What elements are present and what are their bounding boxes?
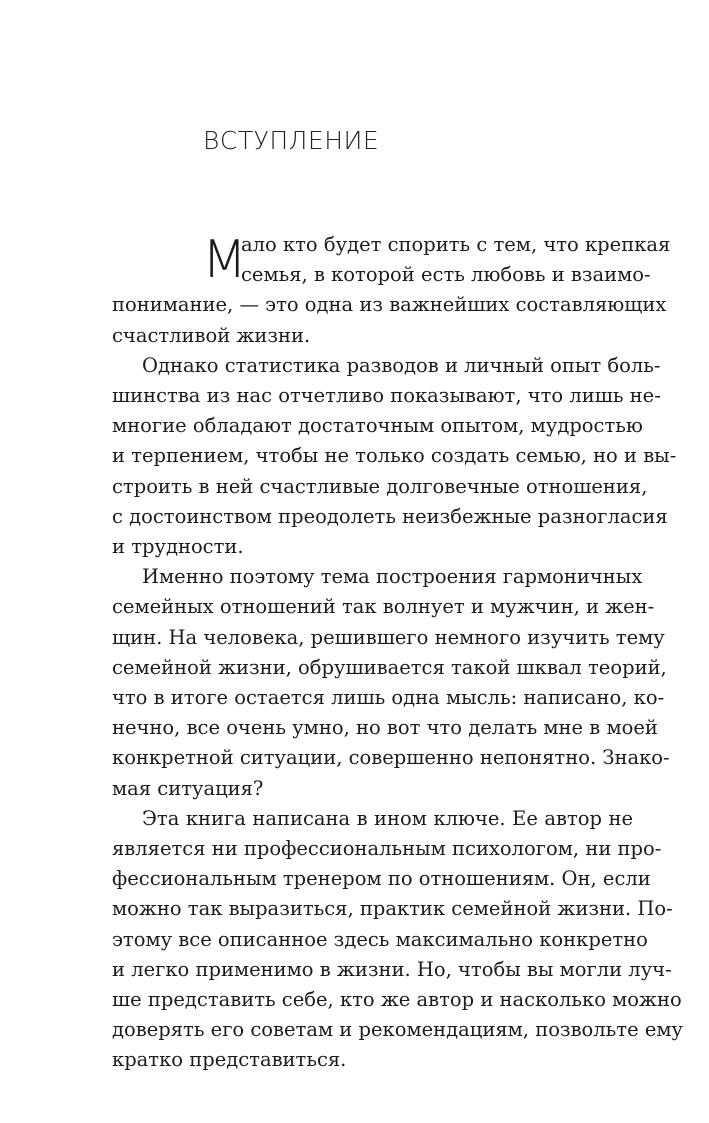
body-text xyxy=(112,230,683,1076)
text-line: можно так выразиться, практик семейной жизни. По- xyxy=(112,897,673,921)
text-line: многие обладают достаточным опытом, мудростью xyxy=(112,414,643,438)
paragraph xyxy=(112,804,683,1076)
text-line: что в итоге остается лишь одна мысль: написано, ко- xyxy=(112,686,665,710)
chapter-title: ВСТУПЛЕНИЕ xyxy=(203,126,380,155)
text-line: щин. На человека, решившего немного изучить тему xyxy=(112,625,665,649)
text-line: и терпением, чтобы не только создать семью, но и вы- xyxy=(112,444,677,468)
text-line: нечно, все очень умно, но вот что делать мне в моей xyxy=(112,716,658,740)
text-line: понимание, — это одна из важнейших составляющих xyxy=(112,293,667,317)
text-line: семья, в которой есть любовь и взаимо- xyxy=(241,263,651,287)
intro-paragraph xyxy=(112,230,671,351)
text-line: Однако статистика разводов и личный опыт боль- xyxy=(142,353,661,377)
text-line: Эта книга написана в ином ключе. Ее автор не xyxy=(142,806,633,830)
text-line: семейной жизни, обрушивается такой шквал теорий, xyxy=(112,655,667,679)
text-line: этому все описанное здесь максимально конкретно xyxy=(112,927,648,951)
text-line: шинства из нас отчетливо показывают, что лишь не- xyxy=(112,384,661,408)
text-line: конкретной ситуации, совершенно непонятно. Знако- xyxy=(112,746,670,770)
paragraph xyxy=(112,351,677,562)
text-line: является ни профессиональным психологом, ни про- xyxy=(112,837,662,861)
text-line: ало кто будет спорить с тем, что крепкая xyxy=(241,233,671,256)
text-line: строить в ней счастливые долговечные отношения, xyxy=(112,474,648,498)
text-line: с достоинством преодолеть неизбежные разногласия xyxy=(112,504,668,528)
text-line: семейных отношений так волнует и мужчин, и жен- xyxy=(112,595,655,619)
text-line: доверять его советам и рекомендациям, позвольте ему xyxy=(112,1018,683,1042)
drop-cap: М xyxy=(202,230,247,290)
text-line: и трудности. xyxy=(112,535,244,559)
text-line: счастливой жизни. xyxy=(112,323,311,347)
text-line: и легко применимо в жизни. Но, чтобы вы могли луч- xyxy=(112,957,672,981)
text-line: фессиональным тренером по отношениям. Он, если xyxy=(112,867,651,891)
text-line: кратко представиться. xyxy=(112,1048,347,1072)
text-line: Именно поэтому тема построения гармоничных xyxy=(142,565,643,589)
paragraph xyxy=(112,562,670,804)
text-line: мая ситуация? xyxy=(112,776,264,800)
text-line: ше представить себе, кто же автор и насколько можно xyxy=(112,988,682,1012)
